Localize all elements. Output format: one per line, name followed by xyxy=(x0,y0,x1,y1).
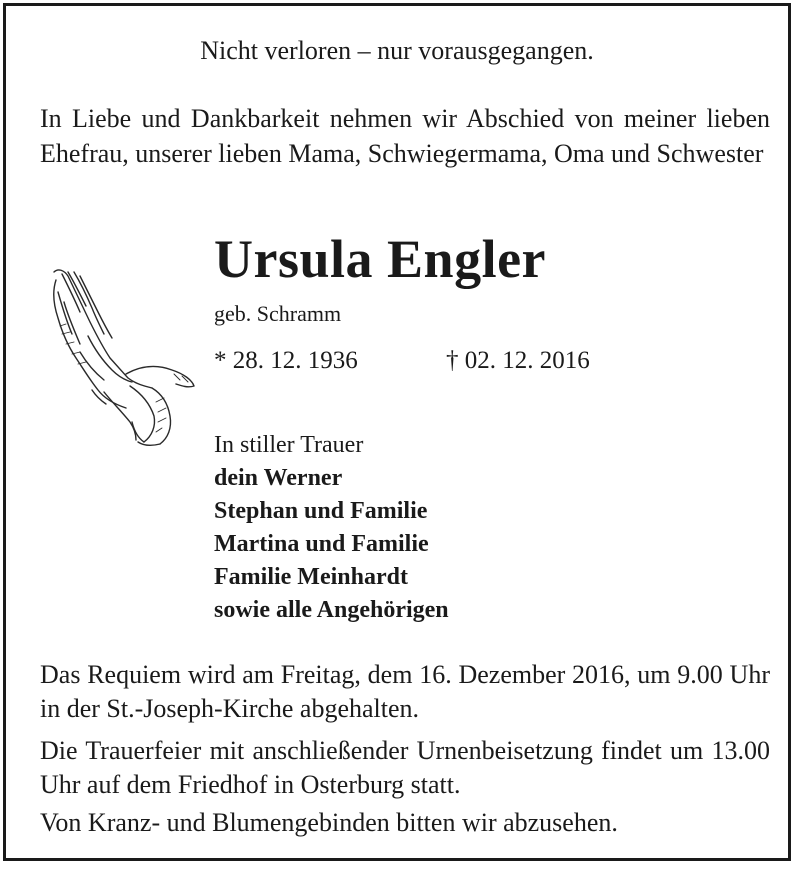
death-date: † 02. 12. 2016 xyxy=(446,347,590,374)
mourner-name: dein Werner xyxy=(214,465,343,491)
praying-hands-icon xyxy=(44,262,200,448)
mourner-name: Stephan und Familie xyxy=(214,498,428,524)
mourners-heading: In stiller Trauer xyxy=(214,432,364,458)
birth-date: * 28. 12. 1936 xyxy=(214,347,358,374)
intro-text: In Liebe und Dankbarkeit nehmen wir Abschied von meiner lieben Ehefrau, unserer lieben Mama, Schwiegermama, Oma und Schwester xyxy=(40,104,770,168)
motto: Nicht verloren – nur vorausgegangen. xyxy=(200,36,594,65)
deceased-name: Ursula Engler xyxy=(214,229,547,289)
mourner-name: Martina und Familie xyxy=(214,531,429,557)
birth-name: geb. Schramm xyxy=(214,301,342,326)
mourners-block xyxy=(214,429,449,627)
mourner-name: Familie Meinhardt xyxy=(214,564,408,590)
obituary-frame xyxy=(3,3,791,861)
funeral-paragraph: Die Trauerfeier mit anschließender Urnenbeisetzung findet um 13.00 Uhr auf dem Friedhof in Osterburg statt. xyxy=(40,736,770,799)
flowers-paragraph: Von Kranz- und Blumengebinden bitten wir abzusehen. xyxy=(40,808,618,837)
mourner-name: sowie alle Angehörigen xyxy=(214,597,449,623)
requiem-paragraph: Das Requiem wird am Freitag, dem 16. Dezember 2016, um 9.00 Uhr in der St.-Joseph-Kirche abgehalten. xyxy=(40,660,770,723)
